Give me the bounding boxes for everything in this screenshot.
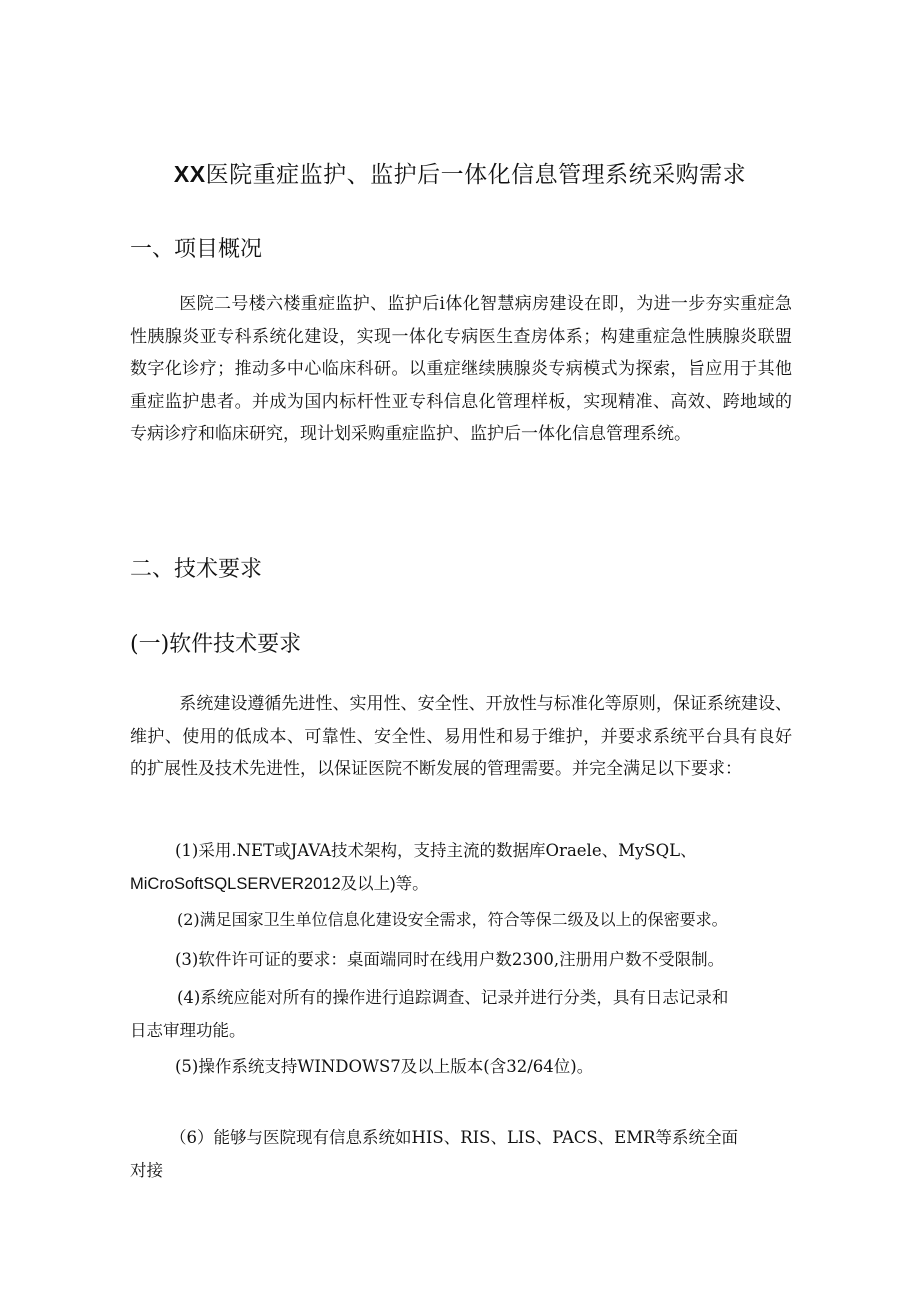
requirement-item-3-line1: (3)软件许可证的要求：桌面端同时在线用户数2300,注册用户数不受限制。 (175, 950, 725, 969)
requirement-item-1-line2: MiCroSoftSQLSERVER2012及以上)等。 (130, 874, 429, 893)
subsection-heading-software: (一)软件技术要求 (130, 632, 302, 657)
requirement-item-1-line1: (1)采用.NET或JAVA技术架构，支持主流的数据库Oraele、MySQL、 (175, 841, 697, 860)
overview-paragraph: 医院二号楼六楼重症监护、监护后ⅰ体化智慧病房建设在即，为进一步夯实重症急性胰腺炎亚专科系统化建设，实现一体化专病医生查房体系；构建重症急性胰腺炎联盟数字化诊疗；推动多中心临床科研。以重症继续胰腺炎专病模式为探索，旨应用于其他重症监护患者。并成为国内标杆性亚专科信息化管理样板，实现精准、高效、跨地域的专病诊疗和临床研究，现计划采购重症监护、监护后一体化信息管理系统。 (130, 294, 792, 444)
section-heading-overview: 一、项目概况 (130, 237, 263, 262)
requirement-item-5-line1: (5)操作系统支持WINDOWS7及以上版本(含32/64位)。 (175, 1057, 594, 1076)
requirement-item-1 (130, 835, 792, 900)
section-heading-technical: 二、技术要求 (130, 557, 263, 582)
requirement-item-6-line1: （6）能够与医院现有信息系统如HIS、RIS、LIS、PACS、EMR等系统全面 (170, 1128, 739, 1147)
requirement-item-4-line2: 日志审理功能。 (130, 1020, 246, 1040)
title-prefix: XX (173, 161, 206, 187)
document-title (130, 158, 790, 191)
requirements-intro-paragraph: 系统建设遵循先进性、实用性、安全性、开放性与标准化等原则，保证系统建设、维护、使用的低成本、可靠性、安全性、易用性和易于维护，并要求系统平台具有良好的扩展性及技术先进性，以保证医院不断发展的管理需要。并完全满足以下要求： (130, 694, 792, 779)
requirement-item-2 (130, 904, 792, 937)
requirement-item-6 (130, 1122, 792, 1187)
requirement-item-2-line1: (2)满足国家卫生单位信息化建设安全需求，符合等保二级及以上的保密要求。 (177, 910, 728, 929)
requirement-item-3 (130, 944, 792, 977)
requirement-item-5 (130, 1051, 792, 1084)
title-text: 医院重症监护、监护后一体化信息管理系统采购需求 (205, 162, 747, 188)
requirement-item-6-line2: 对接 (130, 1160, 163, 1180)
requirement-item-4 (130, 982, 792, 1047)
requirement-item-4-line1: (4)系统应能对所有的操作进行追踪调查、记录并进行分类，具有日志记录和 (177, 988, 729, 1007)
